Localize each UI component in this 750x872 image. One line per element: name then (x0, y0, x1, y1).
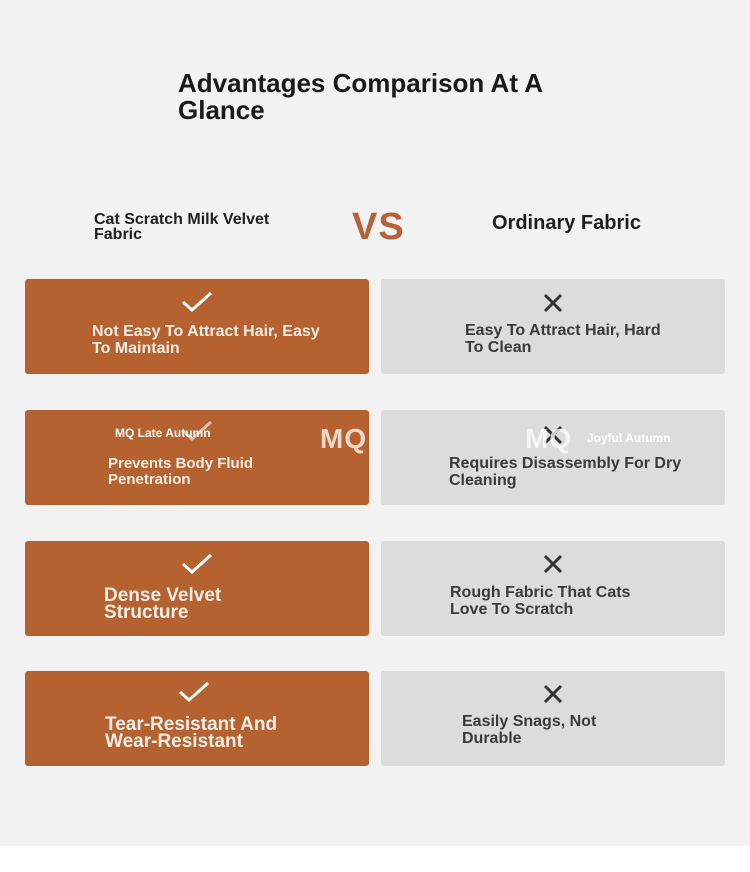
right-column-heading: Ordinary Fabric (492, 212, 641, 234)
con-card-4 (381, 671, 725, 766)
con-card-1 (381, 279, 725, 374)
watermark-logo: MQ (525, 423, 573, 454)
cross-icon (542, 292, 564, 314)
con-text: Requires Disassembly For Dry Cleaning (449, 455, 682, 489)
vs-label: VS (352, 206, 405, 248)
con-text: Easy To Attract Hair, Hard To Clean (465, 322, 661, 356)
check-icon (181, 291, 213, 313)
watermark-label: MQ Late Autumn (115, 426, 211, 440)
pro-card-4 (25, 671, 369, 766)
pro-text: Not Easy To Attract Hair, Easy To Maintain (92, 323, 320, 357)
con-card-3 (381, 541, 725, 636)
cross-icon (542, 683, 564, 705)
pro-card-1 (25, 279, 369, 374)
check-icon (181, 553, 213, 575)
pro-card-3 (25, 541, 369, 636)
con-text: Rough Fabric That Cats Love To Scratch (450, 584, 631, 618)
cross-icon (542, 553, 564, 575)
watermark-logo: MQ (320, 423, 368, 454)
check-icon (178, 681, 210, 703)
pro-text: Prevents Body Fluid Penetration (108, 455, 254, 488)
con-card-2 (381, 410, 725, 505)
con-text: Easily Snags, Not Durable (462, 713, 597, 747)
pro-text: Dense Velvet Structure (104, 585, 222, 623)
watermark-label: Joyful Autumn (587, 431, 671, 445)
left-column-heading: Cat Scratch Milk Velvet Fabric (94, 211, 270, 243)
page-title: Advantages Comparison At A Glance (178, 68, 543, 125)
pro-text: Tear-Resistant And Wear-Resistant (105, 714, 278, 752)
pro-card-2 (25, 410, 369, 505)
